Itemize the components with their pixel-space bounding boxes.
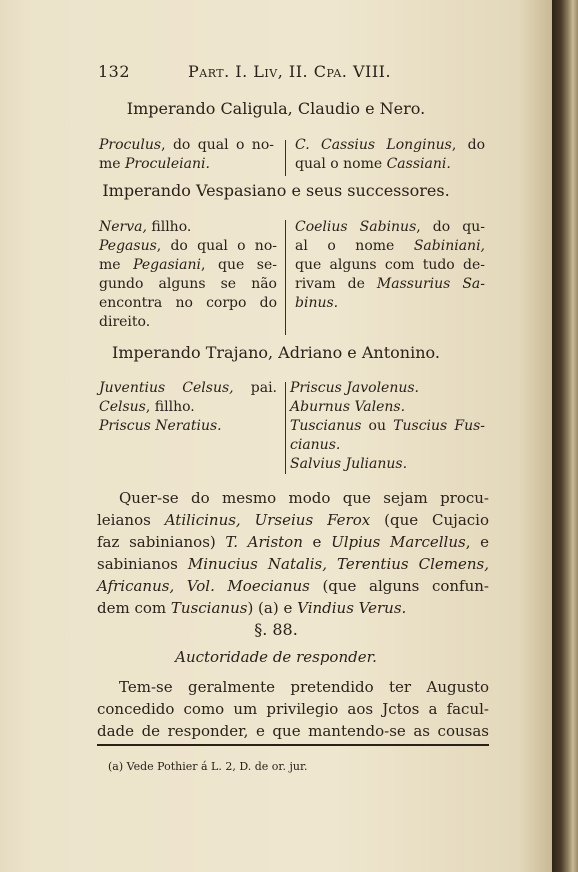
text-line: leianos Atilicinus, Urseius Ferox (que Cujacio (97, 511, 489, 529)
text-line: C. Cassius Longinus, do (295, 137, 485, 153)
text-line: Celsus, fillho. (99, 399, 195, 415)
section3-heading: Imperando Trajano, Adriano e Antonino. (112, 343, 440, 362)
text-line: que alguns com tudo de- (295, 257, 485, 273)
section1-right-column (295, 136, 485, 174)
text-line: dem com Tuscianus) (a) e Vindius Verus. (97, 599, 407, 617)
text-line: faz sabinianos) T. Ariston e Ulpius Marcellus, e (97, 533, 490, 551)
text-line: rivam de Massurius Sa- (295, 276, 485, 292)
running-title: Part. I. Liv, II. Cpa. VIII. (188, 62, 392, 81)
text-line: Tuscianus ou Tuscius Fus- (290, 418, 485, 434)
paragraph-1 (97, 487, 489, 619)
text-line: Coelius Sabinus, do qu- (295, 219, 485, 235)
text-line: cianus. (290, 437, 341, 453)
text-line: concedido como um privilegio aos Jctos a facul- (97, 700, 489, 718)
text-line: me Pegasiani, que se- (99, 257, 277, 273)
column-divider (285, 382, 286, 474)
footnote: (a) Vede Pothier á L. 2, D. de or. jur. (108, 760, 308, 773)
text-line: Nerva, fillho. (99, 219, 192, 235)
text-line: Tem-se geralmente pretendido ter Augusto (119, 678, 489, 696)
text-line: Salvius Julianus. (290, 456, 408, 472)
text-line: Aburnus Valens. (290, 399, 406, 415)
text-line: Proculus, do qual o no- (99, 137, 274, 153)
section2-right-column (295, 218, 485, 313)
column-divider (285, 140, 286, 176)
text-line: Juventius Celsus, pai. (99, 380, 277, 396)
text-line: Quer-se do mesmo modo que sejam procu- (119, 489, 489, 507)
section-number: §. 88. (254, 620, 298, 639)
footnote-rule (97, 744, 489, 746)
text-line: Pegasus, do qual o no- (99, 238, 277, 254)
text-line: al o nome Sabiniani, (295, 238, 485, 254)
text-line: sabinianos Minucius Natalis, Terentius Clemens, (97, 555, 489, 573)
text-line: encontra no corpo do (99, 295, 277, 311)
text-line: direito. (99, 314, 151, 330)
text-line: Priscus Javolenus. (290, 380, 419, 396)
section1-left-column (99, 136, 274, 174)
section3-left-column (99, 379, 277, 436)
text-line: Africanus, Vol. Moecianus (que alguns confun- (97, 577, 489, 595)
section1-heading: Imperando Caligula, Claudio e Nero. (126, 99, 426, 118)
section3-right-column (290, 379, 485, 474)
text-line: me Proculeiani. (99, 156, 210, 172)
paragraph-2 (97, 676, 489, 742)
book-page-edge (552, 0, 578, 872)
section2-heading: Imperando Vespasiano e seus successores. (102, 181, 450, 200)
text-line: Priscus Neratius. (99, 418, 222, 434)
section2-left-column (99, 218, 277, 332)
text-line: dade de responder, e que mantendo-se as cousas (97, 722, 489, 740)
column-divider (285, 220, 286, 335)
page-number: 132 (98, 62, 131, 81)
text-line: gundo alguns se não (99, 276, 277, 292)
section-title: Auctoridade de responder. (175, 648, 377, 666)
text-line: qual o nome Cassiani. (295, 156, 451, 172)
text-line: binus. (295, 295, 339, 311)
